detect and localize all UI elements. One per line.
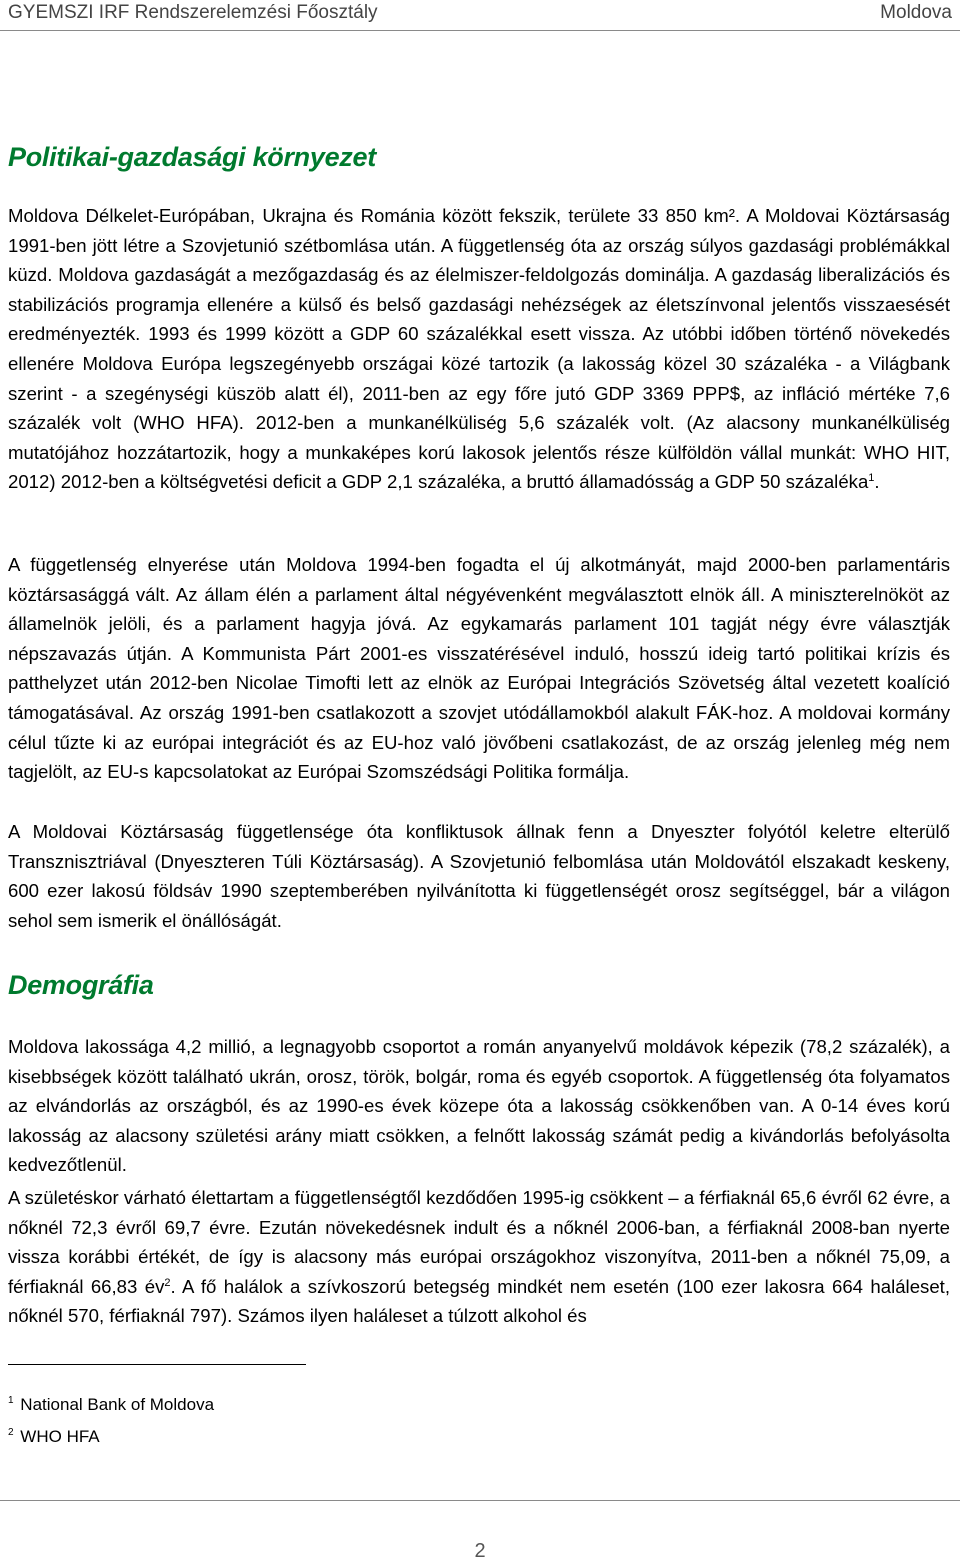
footnote-text: WHO HFA bbox=[20, 1427, 100, 1446]
page-number: 2 bbox=[474, 1540, 486, 1562]
footnote-ref-1[interactable]: 1 bbox=[868, 472, 875, 485]
section-title-politics: Politikai-gazdasági környezet bbox=[8, 142, 376, 172]
paragraph-text-end: . bbox=[874, 471, 880, 493]
footnote-ref-2[interactable]: 2 bbox=[164, 1276, 171, 1289]
header-organization: GYEMSZI IRF Rendszerelemzési Főosztály bbox=[8, 2, 378, 23]
paragraph-politics: A függetlenség elnyerése után Moldova 1994-ben fogadta el új alkotmányát, majd 2000-ben parlamentáris köztársasággá vált. Az állam élén a parlament által négyévenként megválasztott elnök áll. A miniszterelnököt az államelnök jelöli, és a parlament hagyja jóvá. Az egykamarás parlament 101 tagját négy évre választják népszavazás útján. A Kommunista Párt 2001-es visszatérésével induló, hosszú ideig tartó politikai krízis és patthelyzet után 2012-ben Nicolae Timofti lett az elnök az Európai Integrációs Szövetség által vezetett koalíció támogatásával. Az ország 1991-ben csatlakozott a szovjet utódállamokból alakult FÁK-hoz. A moldovai kormány célul tűzte ki az európai integrációt és az EU-hoz való jövőbeni csatlakozást, de az ország jelenleg még nem tagjelölt, az EU-s kapcsolatokat az Európai Szomszédsági Politika formálja. bbox=[8, 554, 950, 783]
header-country: Moldova bbox=[880, 2, 952, 23]
section-title-demography: Demográfia bbox=[8, 970, 154, 1000]
paragraph-economy bbox=[8, 201, 950, 497]
page-header bbox=[0, 0, 960, 31]
footnote-number: 2 bbox=[8, 1427, 14, 1439]
footnote-1 bbox=[8, 1394, 214, 1416]
footnote-separator bbox=[8, 1364, 306, 1365]
paragraph-population: Moldova lakossága 4,2 millió, a legnagyobb csoportot a román anyanyelvű moldávok képezik (78,2 százalék), a kisebbségek között található ukrán, orosz, török, bolgár, roma és egyéb csoportok. A függetlenség óta folyamatos az elvándorlás az országból, és az 1990-es évek közepe óta a lakosság csökkenőben van. A 0-14 éves korú lakosság az alacsony születési arány miatt csökken, a felnőtt lakosság számát pedig a kivándorlás befolyásolta kedvezőtlenül. bbox=[8, 1036, 950, 1176]
paragraph-transnistria: A Moldovai Köztársaság függetlensége óta konfliktusok állnak fenn a Dnyeszter folyótól keletre elterülő Transznisztriával (Dnyeszteren Túli Köztársaság). A Szovjetunió felbomlása után Moldovától elszakadt keskeny, 600 ezer lakosú földsáv 1990 szeptemberében nyilvánította ki függetlenségét orosz segítséggel, bár a világon sehol sem ismerik el önállóságát. bbox=[8, 821, 950, 931]
footnote-2 bbox=[8, 1426, 100, 1448]
paragraph-text: Moldova Délkelet-Európában, Ukrajna és Románia között fekszik, területe 33 850 km². A Moldovai Köztársaság 1991-ben jött létre a Szovjetunió szétbomlása után. A függetlenség óta az ország súlyos gazdasági problémákkal küzd. Moldova gazdaságát a mezőgazdaság és az élelmiszer-feldolgozás dominálja. A gazdaság liberalizációs és stabilizációs programja ellenére a külső és belső gazdasági nehézségek az életszínvonal jelentős visszaesését eredményezték. 1993 és 1999 között a GDP 60 százalékkal esett vissza. Az utóbbi időben történő növekedés ellenére Moldova Európa legszegényebb országai közé tartozik (a lakosság közel 30 százaléka - a Világbank szerint - a szegénységi küszöb alatt él), 2011-ben az egy főre jutó GDP 3369 PPP$, az infláció mértéke 7,6 százalék volt (WHO HFA). 2012-ben a munkanélküliség 5,6 százalék volt. (Az alacsony munkanélküliség mutatójához hozzátartozik, hogy a munkaképes korú lakosok jelentős része külföldön vállal munkát: WHO HIT, 2012) 2012-ben a költségvetési deficit a GDP 2,1 százaléka, a bruttó államadósság a GDP 50 százaléka bbox=[8, 205, 950, 493]
paragraph-text-cont: . A fő halálok a szívkoszorú betegség mindkét nem esetén (100 ezer lakosra 664 haláleset, nőknél 570, férfiaknál 797). Számos ilyen haláleset a túlzott alkohol és bbox=[8, 1275, 951, 1327]
paragraph-text: A születéskor várható élettartam a függetlenségtől kezdődően 1995-ig csökkent – a férfiaknál 65,6 évről 62 évre, a nőknél 72,3 évről 69,7 évre. Ezután növekedésnek indult és a nőknél 2006-ban, a férfiaknál 2008-ban nyerte vissza korábbi értékét, de így is alacsony más európai országokhoz viszonyítva, 2011-ben a nőknél 75,09, a férfiaknál 66,83 év bbox=[8, 1187, 950, 1297]
footnote-text: National Bank of Moldova bbox=[20, 1395, 215, 1414]
footer-divider bbox=[0, 1500, 960, 1501]
footnote-number: 1 bbox=[8, 1395, 14, 1407]
paragraph-life-expectancy bbox=[8, 1183, 950, 1331]
